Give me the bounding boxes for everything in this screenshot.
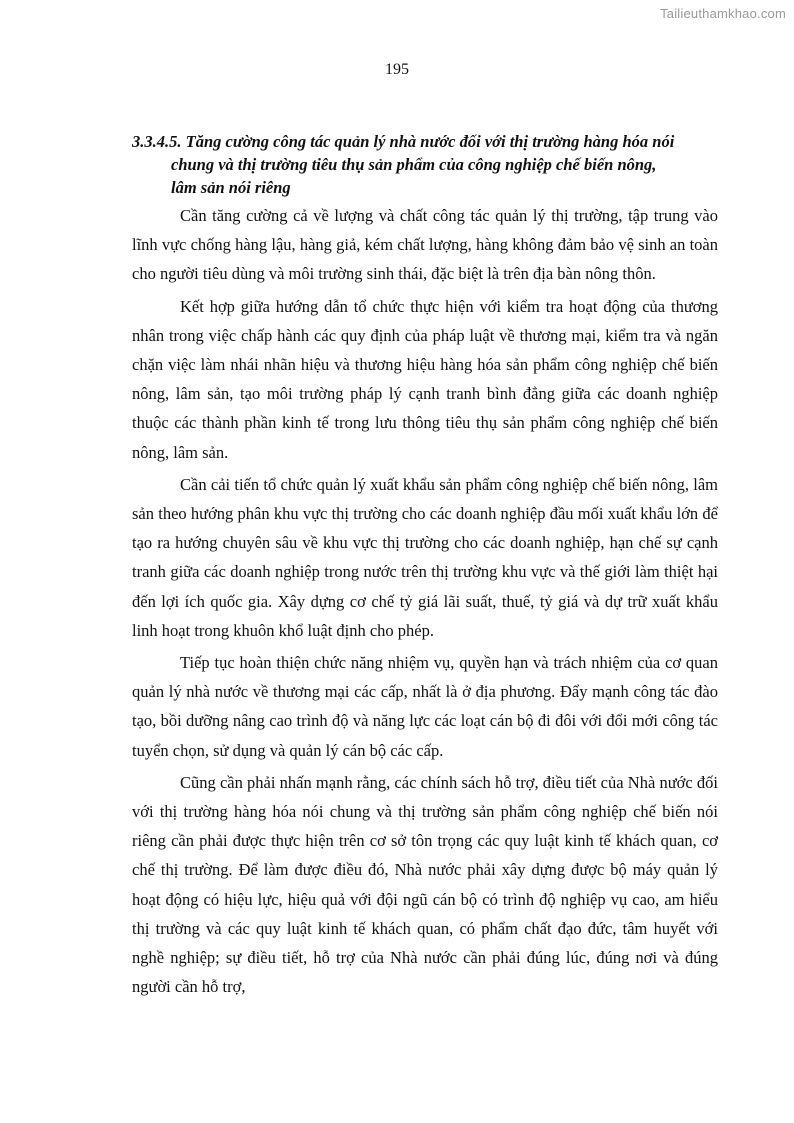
paragraph: Cần tăng cường cả về lượng và chất công tác quản lý thị trường, tập trung vào lĩnh vực chống hàng lậu, hàng giả, kém chất lượng, hàng không đảm bảo vệ sinh an toàn cho người tiêu dùng và môi trường sinh thái, đặc biệt là trên địa bàn nông thôn.	[132, 206, 718, 284]
section-heading-line: 3.3.4.5. Tăng cường công tác quản lý nhà nước đối với thị trường hàng hóa nói	[132, 132, 675, 151]
paragraph: Kết hợp giữa hướng dẫn tổ chức thực hiện với kiểm tra hoạt động của thương nhân trong việc chấp hành các quy định của pháp luật về thương mại, kiểm tra và ngăn chặn việc làm nhái nhãn hiệu và thương hiệu hàng hóa sản phẩm công nghiệp chế biến nông, lâm sản, tạo môi trường pháp lý cạnh tranh bình đẳng giữa các doanh nghiệp thuộc các thành phần kinh tế trong lưu thông tiêu thụ sản phẩm công nghiệp chế biến nông, lâm sản.	[132, 296, 718, 462]
section-heading-line: lâm sản nói riêng	[171, 178, 291, 197]
paragraph: Tiếp tục hoàn thiện chức năng nhiệm vụ, quyền hạn và trách nhiệm của cơ quan quản lý nhà nước về thương mại các cấp, nhất là ở địa phương. Đẩy mạnh công tác đào tạo, bồi dưỡng nâng cao trình độ và năng lực các loạt cán bộ đi đôi với đổi mới công tác tuyển chọn, sử dụng và quản lý cán bộ các cấp.	[132, 653, 718, 760]
section-heading	[132, 130, 718, 199]
paragraph: Cũng cần phải nhấn mạnh rằng, các chính sách hỗ trợ, điều tiết của Nhà nước đối với thị trường hàng hóa nói chung và thị trường sản phẩm công nghiệp chế biến nói riêng cần phải được thực hiện trên cơ sở tôn trọng các quy luật kinh tế khách quan, cơ chế thị trường. Để làm được điều đó, Nhà nước phải xây dựng được bộ máy quản lý hoạt động có hiệu lực, hiệu quả với đội ngũ cán bộ có trình độ nghiệp vụ cao, am hiểu thị trường và các quy luật kinh tế khách quan, có phẩm chất đạo đức, tâm huyết với nghề nghiệp; sự điều tiết, hỗ trợ của Nhà nước cần phải đúng lúc, đúng nơi và đúng người cần hỗ trợ,	[132, 772, 718, 997]
section-heading-line: chung và thị trường tiêu thụ sản phẩm của công nghiệp chế biến nông,	[171, 155, 657, 174]
page-number: 195	[385, 61, 409, 78]
paragraph: Cần cải tiến tổ chức quản lý xuất khẩu sản phẩm công nghiệp chế biến nông, lâm sản theo hướng phân khu vực thị trường cho các doanh nghiệp đầu mối xuất khẩu lớn để tạo ra hướng chuyên sâu về khu vực thị trường cho các doanh nghiệp, hạn chế sự cạnh tranh giữa các doanh nghiệp trong nước trên thị trường khu vực và thế giới làm thiệt hại đến lợi ích quốc gia. Xây dựng cơ chế tỷ giá lãi suất, thuế, tỷ giá và dự trữ xuất khẩu linh hoạt trong khuôn khổ luật định cho phép.	[132, 474, 718, 640]
watermark-text: Tailieuthamkhao.com	[660, 6, 786, 21]
document-body	[132, 130, 718, 1004]
